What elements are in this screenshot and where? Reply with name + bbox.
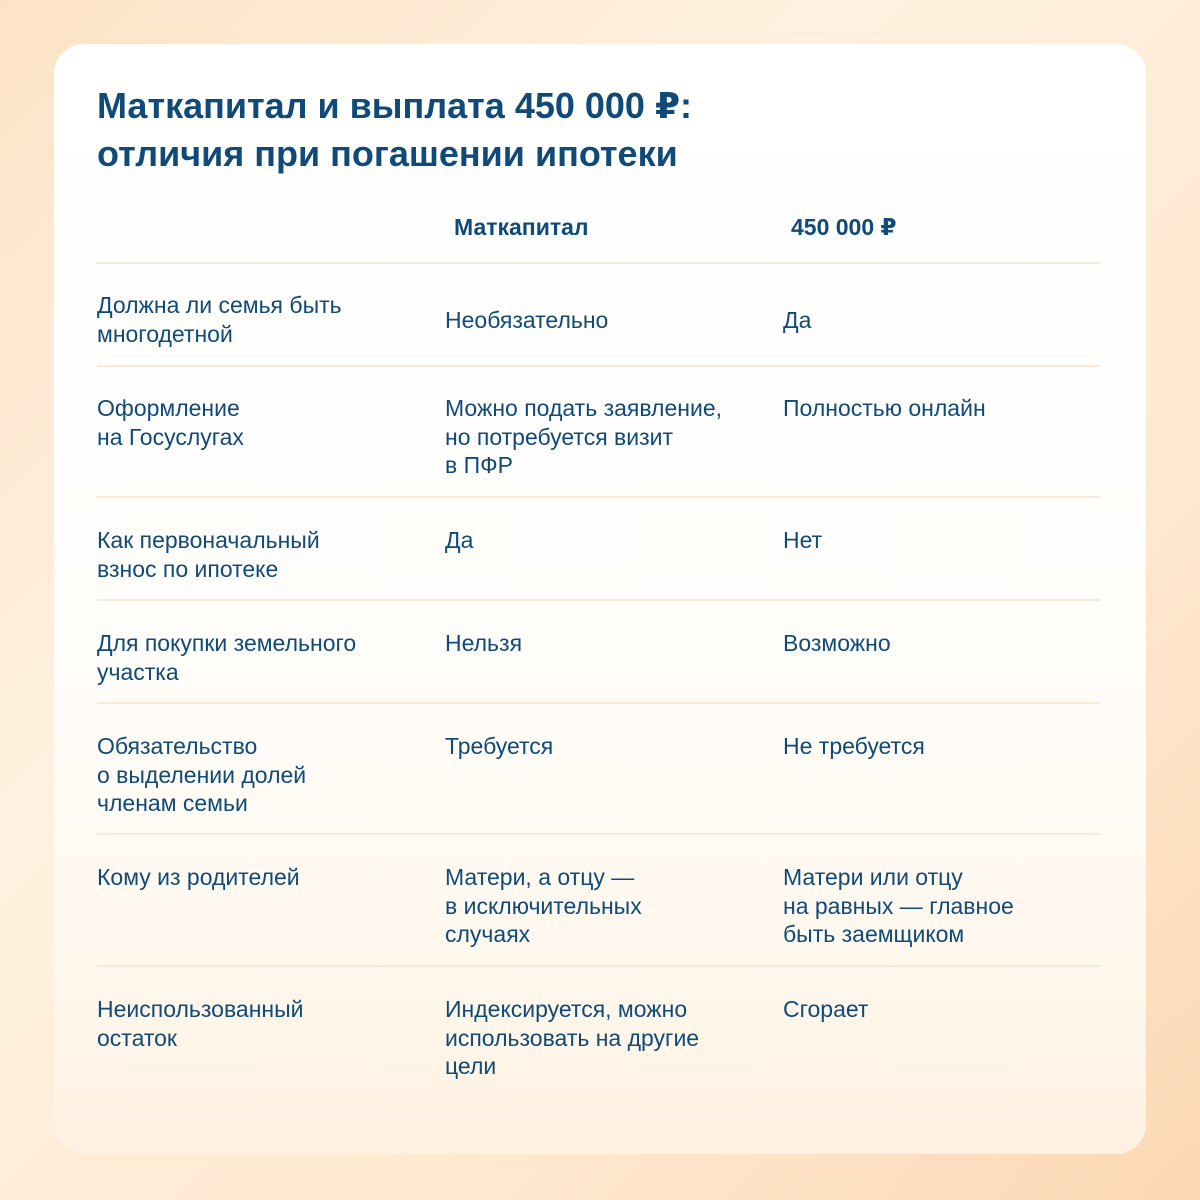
row-question: Оформление на Госуслугах xyxy=(97,395,244,450)
table-divider xyxy=(97,965,1100,967)
row-matcapital-value: Необязательно xyxy=(445,307,609,333)
row-question: Неиспользованный остаток xyxy=(97,996,304,1051)
row-payout-value: Сгорает xyxy=(783,996,869,1022)
row-payout-value: Полностью онлайн xyxy=(783,395,986,421)
row-question: Должна ли семья быть многодетной xyxy=(97,292,342,347)
table-divider xyxy=(97,496,1100,498)
table-divider xyxy=(97,833,1100,835)
table-divider xyxy=(97,599,1100,601)
row-question: Для покупки земельного участка xyxy=(97,630,357,685)
row-matcapital-value: Нельзя xyxy=(445,630,523,656)
column-header-matcapital: Маткапитал xyxy=(454,214,589,240)
table-divider xyxy=(97,365,1100,367)
row-payout-value: Да xyxy=(783,307,812,333)
title-line-2: отличия при погашении ипотеки xyxy=(97,133,678,174)
row-payout-value: Возможно xyxy=(783,630,891,656)
row-payout-value: Не требуется xyxy=(783,733,925,759)
page-title xyxy=(97,82,692,178)
table-divider xyxy=(97,702,1100,704)
row-question: Обязательство о выделении долей членам семьи xyxy=(97,733,307,816)
row-matcapital-value: Да xyxy=(445,527,474,553)
row-matcapital-value: Можно подать заявление, но потребуется визит в ПФР xyxy=(445,395,722,478)
table-divider xyxy=(97,262,1100,264)
row-matcapital-value: Индексируется, можно использовать на другие цели xyxy=(445,996,700,1079)
row-question: Как первоначальный взнос по ипотеке xyxy=(97,527,320,582)
info-card xyxy=(54,44,1146,1154)
row-matcapital-value: Требуется xyxy=(445,733,554,759)
row-payout-value: Матери или отцу на равных — главное быть заемщиком xyxy=(783,864,1014,947)
column-header-payout: 450 000 ₽ xyxy=(791,214,897,240)
title-line-1: Маткапитал и выплата 450 000 ₽: xyxy=(97,85,692,126)
row-payout-value: Нет xyxy=(783,527,823,553)
row-matcapital-value: Матери, а отцу — в исключительных случаях xyxy=(445,864,642,947)
row-question: Кому из родителей xyxy=(97,864,300,890)
